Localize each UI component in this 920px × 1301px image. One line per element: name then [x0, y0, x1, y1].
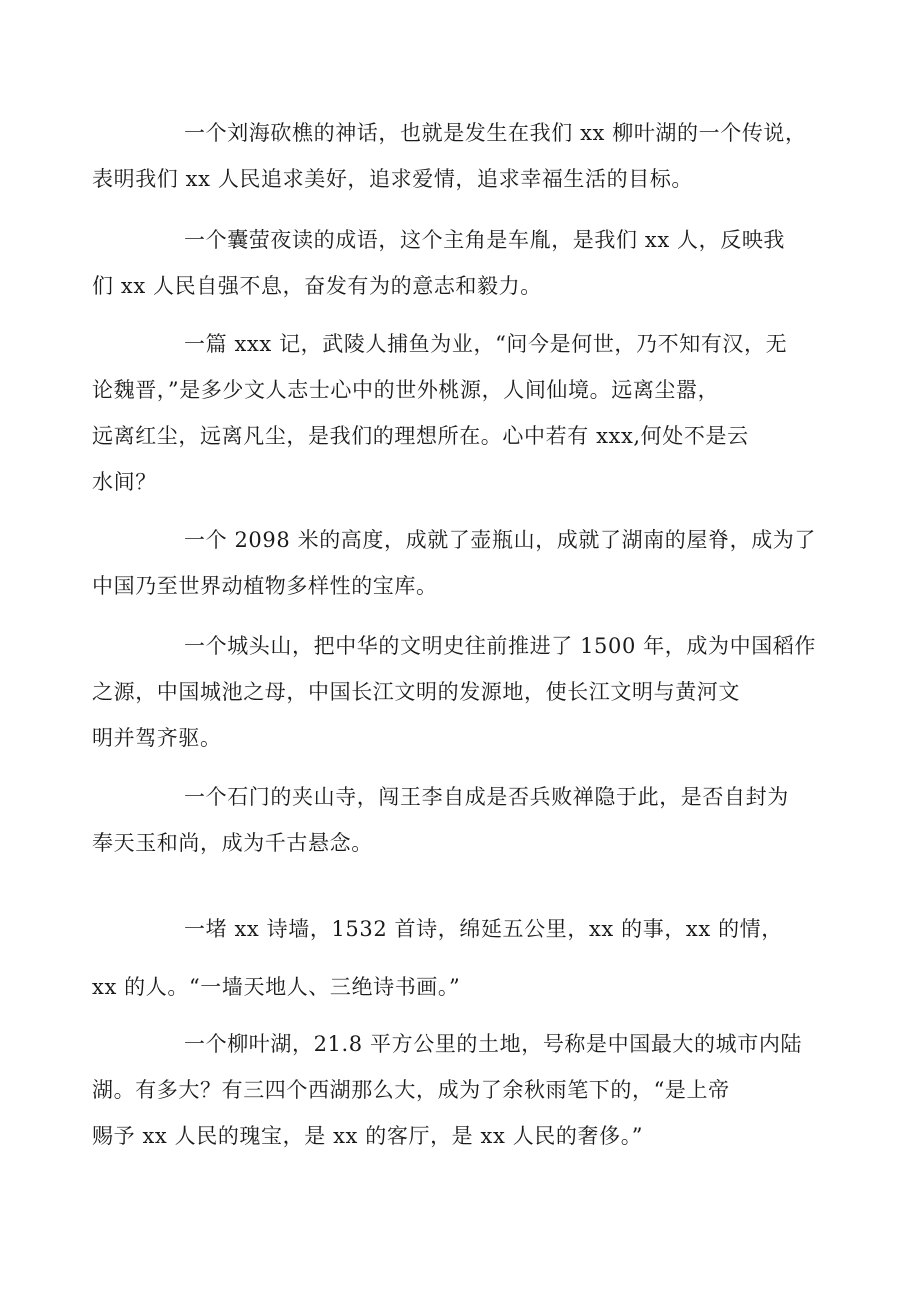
paragraph-liu-hai — [92, 110, 807, 202]
paragraph-liuye-lake — [92, 1021, 803, 1159]
paragraph-line: 之源，中国城池之母，中国长江文明的发源地，使长江文明与黄河文 — [92, 680, 740, 704]
paragraph-line: 一个石门的夹山寺，闯王李自成是否兵败禅隐于此，是否自封为 — [184, 785, 789, 809]
paragraph-line: 湖。有多大？有三四个西湖那么大，成为了余秋雨笔下的，“是上帝 — [92, 1078, 730, 1102]
paragraph-line: 一个城头山，把中华的文明史往前推进了 1500 年，成为中国稻作 — [184, 634, 816, 658]
paragraph-taohua — [92, 321, 798, 505]
paragraph-line: 明并驾齐驱。 — [92, 726, 222, 750]
paragraph-line: 一个刘海砍樵的神话，也就是发生在我们 xx 柳叶湖的一个传说， — [184, 121, 807, 145]
paragraph-line: xx 的人。“一墙天地人、三绝诗书画。” — [92, 975, 461, 999]
paragraph-line: 水间？ — [92, 470, 157, 494]
paragraph-che-yin — [92, 217, 798, 309]
paragraph-line: 一个囊萤夜读的成语，这个主角是车胤，是我们 xx 人，反映我 — [184, 228, 786, 252]
paragraph-line: 一堵 xx 诗墙，1532 首诗，绵延五公里，xx 的事，xx 的情， — [184, 917, 783, 941]
paragraph-line: 一个 2098 米的高度，成就了壶瓶山，成就了湖南的屋脊，成为了 — [184, 528, 816, 552]
paragraph-line: 远离红尘，远离凡尘，是我们的理想所在。心中若有 xxx,何处不是云 — [92, 424, 749, 448]
paragraph-line: 表明我们 xx 人民追求美好，追求爱情，追求幸福生活的目标。 — [92, 167, 694, 191]
paragraph-line: 们 xx 人民自强不息，奋发有为的意志和毅力。 — [92, 274, 542, 298]
paragraph-line: 中国乃至世界动植物多样性的宝库。 — [92, 574, 438, 598]
paragraph-line: 一个柳叶湖，21.8 平方公里的土地，号称是中国最大的城市内陆 — [184, 1032, 803, 1056]
paragraph-chengtou-mountain — [92, 623, 816, 761]
paragraph-line: 一篇 xxx 记，武陵人捕鱼为业，“问今是何世，乃不知有汉，无 — [184, 332, 788, 356]
paragraph-huping-mountain — [92, 517, 816, 609]
paragraph-line: 论魏晋，”是多少文人志士心中的世外桃源，人间仙境。远离尘嚣， — [92, 378, 720, 402]
paragraph-line: 赐予 xx 人民的瑰宝，是 xx 的客厅，是 xx 人民的奢侈。” — [92, 1124, 644, 1148]
paragraph-jiashan-temple — [92, 774, 798, 866]
paragraph-poetry-wall — [92, 906, 798, 1010]
paragraph-line: 奉天玉和尚，成为千古悬念。 — [92, 831, 373, 855]
